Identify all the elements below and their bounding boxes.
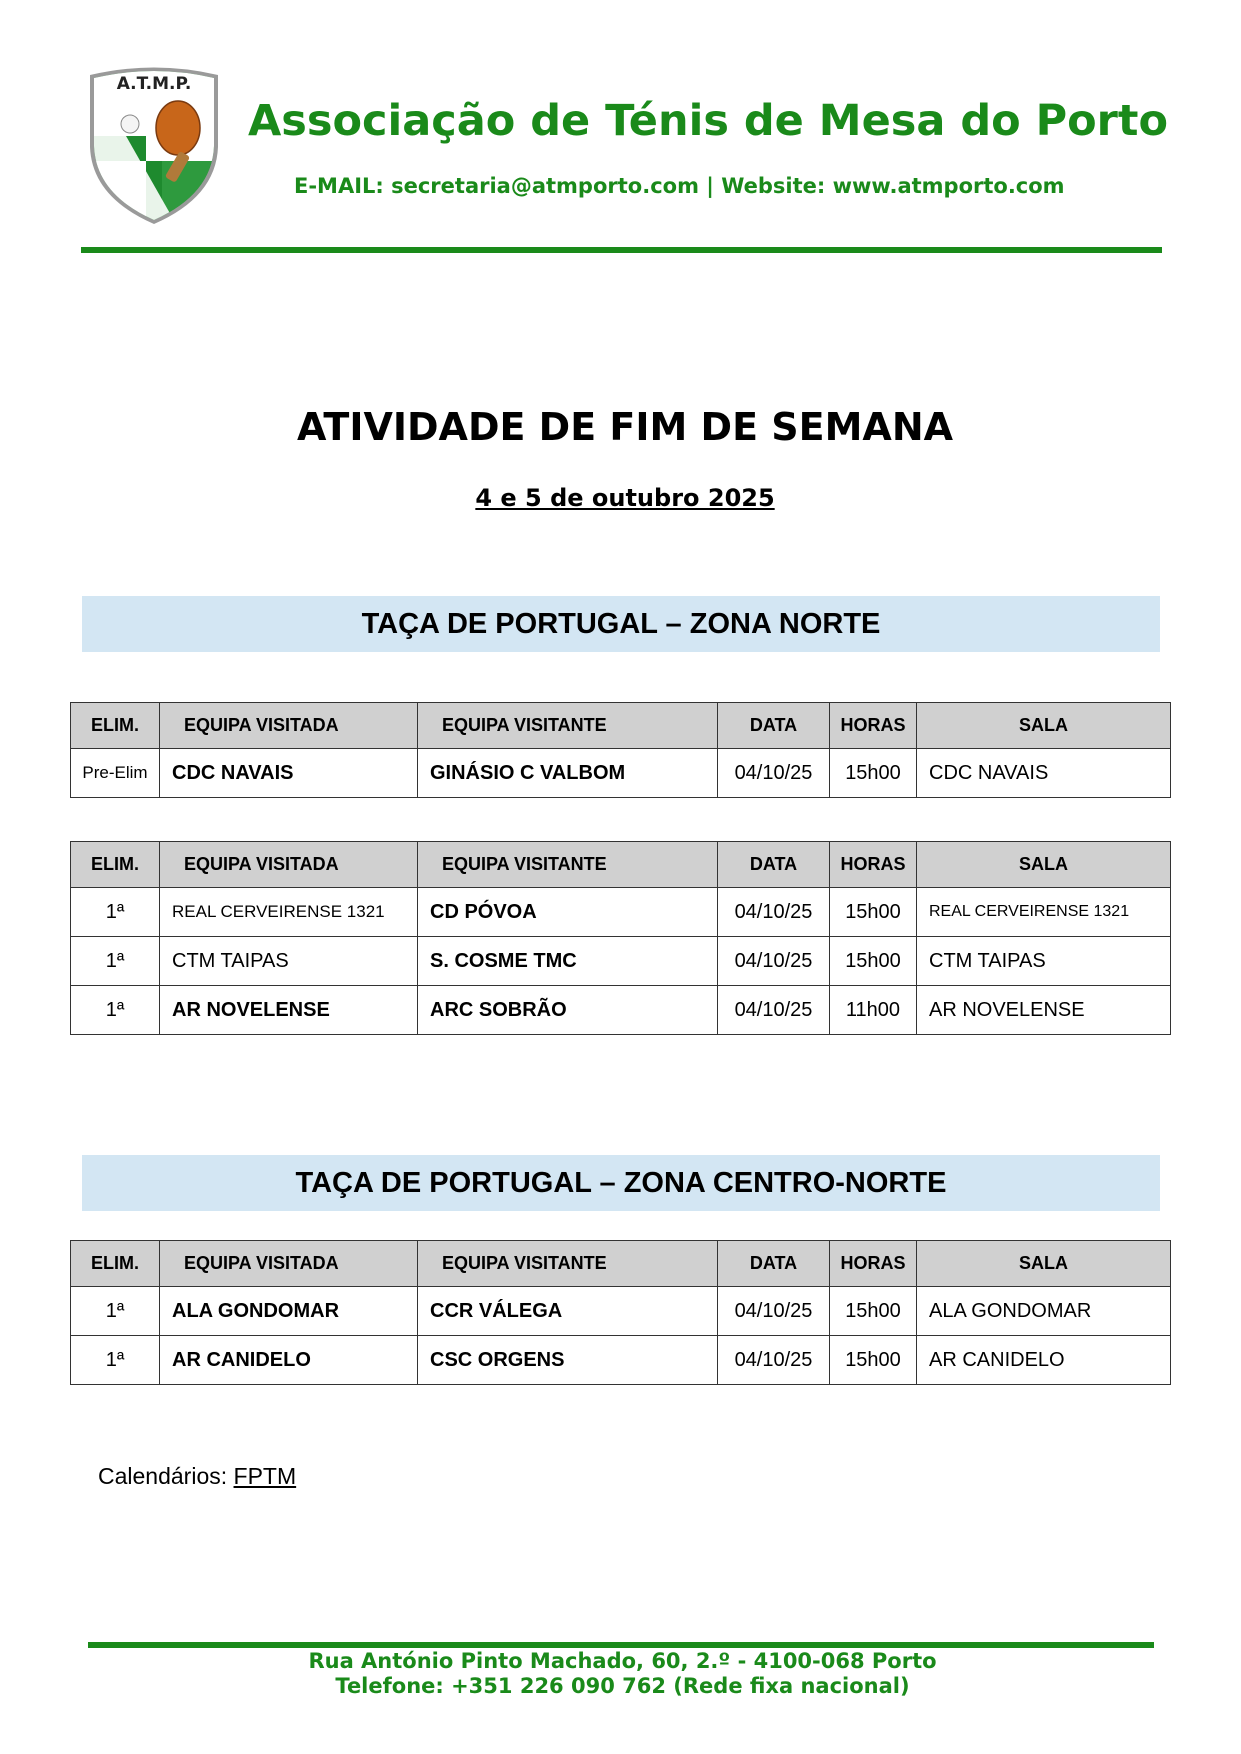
table-header-row — [71, 1241, 1171, 1287]
cell-away: ARC SOBRÃO — [418, 986, 718, 1035]
cell-time: 11h00 — [830, 986, 917, 1035]
cell-venue: REAL CERVEIRENSE 1321 — [917, 888, 1171, 937]
cell-away: CD PÓVOA — [418, 888, 718, 937]
col-date: DATA — [718, 1241, 830, 1287]
header-divider — [81, 247, 1162, 253]
cell-elim: 1ª — [71, 937, 160, 986]
calendars-line — [98, 1463, 296, 1490]
col-home: EQUIPA VISITADA — [160, 842, 418, 888]
cell-date: 04/10/25 — [718, 1287, 830, 1336]
cell-date: 04/10/25 — [718, 1336, 830, 1385]
table-header-row — [71, 842, 1171, 888]
cell-venue: CTM TAIPAS — [917, 937, 1171, 986]
table-row — [71, 749, 1171, 798]
table-header-row — [71, 703, 1171, 749]
cell-time: 15h00 — [830, 1336, 917, 1385]
contact-line: E-MAIL: secretaria@atmporto.com | Website: www.atmporto.com — [294, 174, 1065, 198]
logo-text: A.T.M.P. — [116, 74, 192, 94]
table-row — [71, 937, 1171, 986]
col-venue: SALA — [917, 1241, 1171, 1287]
table-row — [71, 986, 1171, 1035]
cell-elim: Pre-Elim — [71, 749, 160, 798]
cell-home: AR NOVELENSE — [160, 986, 418, 1035]
calendars-label: Calendários: — [98, 1463, 228, 1489]
table-row — [71, 1287, 1171, 1336]
cell-home: REAL CERVEIRENSE 1321 — [160, 888, 418, 937]
organization-name: Associação de Ténis de Mesa do Porto — [248, 96, 1168, 146]
cell-time: 15h00 — [830, 937, 917, 986]
section-banner-zona-norte: TAÇA DE PORTUGAL – ZONA NORTE — [82, 596, 1160, 652]
cell-venue: AR CANIDELO — [917, 1336, 1171, 1385]
table-row — [71, 1336, 1171, 1385]
cell-away: GINÁSIO C VALBOM — [418, 749, 718, 798]
col-venue: SALA — [917, 842, 1171, 888]
page-title: ATIVIDADE DE FIM DE SEMANA — [296, 405, 954, 449]
cell-away: CSC ORGENS — [418, 1336, 718, 1385]
col-home: EQUIPA VISITADA — [160, 1241, 418, 1287]
cell-home: AR CANIDELO — [160, 1336, 418, 1385]
cell-date: 04/10/25 — [718, 986, 830, 1035]
page-date: 4 e 5 de outubro 2025 — [475, 484, 775, 512]
cell-elim: 1ª — [71, 1336, 160, 1385]
cell-elim: 1ª — [71, 986, 160, 1035]
section-banner-zona-centro-norte: TAÇA DE PORTUGAL – ZONA CENTRO-NORTE — [82, 1155, 1160, 1211]
col-elim: ELIM. — [71, 1241, 160, 1287]
cell-venue: ALA GONDOMAR — [917, 1287, 1171, 1336]
col-date: DATA — [718, 703, 830, 749]
cell-venue: AR NOVELENSE — [917, 986, 1171, 1035]
col-elim: ELIM. — [71, 703, 160, 749]
cell-venue: CDC NAVAIS — [917, 749, 1171, 798]
col-date: DATA — [718, 842, 830, 888]
col-venue: SALA — [917, 703, 1171, 749]
cell-home: ALA GONDOMAR — [160, 1287, 418, 1336]
cell-elim: 1ª — [71, 888, 160, 937]
cell-date: 04/10/25 — [718, 749, 830, 798]
games-table-zona-centro-norte — [70, 1240, 1171, 1385]
table-row — [71, 888, 1171, 937]
footer-address: Rua António Pinto Machado, 60, 2.º - 4100-068 Porto — [308, 1649, 937, 1673]
col-away: EQUIPA VISITANTE — [418, 703, 718, 749]
footer-divider — [88, 1642, 1154, 1648]
col-home: EQUIPA VISITADA — [160, 703, 418, 749]
footer-phone: Telefone: +351 226 090 762 (Rede fixa nacional) — [335, 1674, 910, 1698]
col-time: HORAS — [830, 842, 917, 888]
cell-away: CCR VÁLEGA — [418, 1287, 718, 1336]
cell-date: 04/10/25 — [718, 937, 830, 986]
cell-home: CDC NAVAIS — [160, 749, 418, 798]
fptm-link[interactable]: FPTM — [233, 1463, 297, 1489]
cell-time: 15h00 — [830, 1287, 917, 1336]
cell-time: 15h00 — [830, 749, 917, 798]
col-away: EQUIPA VISITANTE — [418, 1241, 718, 1287]
cell-away: S. COSME TMC — [418, 937, 718, 986]
games-table-zona-norte-pre-elim — [70, 702, 1171, 798]
col-elim: ELIM. — [71, 842, 160, 888]
cell-date: 04/10/25 — [718, 888, 830, 937]
col-time: HORAS — [830, 703, 917, 749]
col-away: EQUIPA VISITANTE — [418, 842, 718, 888]
games-table-zona-norte-1st — [70, 841, 1171, 1035]
cell-elim: 1ª — [71, 1287, 160, 1336]
col-time: HORAS — [830, 1241, 917, 1287]
atmp-logo — [86, 66, 222, 224]
cell-home: CTM TAIPAS — [160, 937, 418, 986]
cell-time: 15h00 — [830, 888, 917, 937]
